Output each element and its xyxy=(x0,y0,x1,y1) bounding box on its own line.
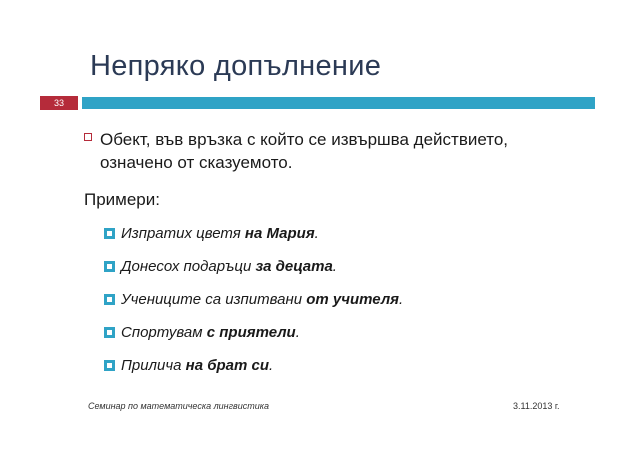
example-item xyxy=(104,357,273,374)
hollow-square-bullet-icon xyxy=(84,133,92,141)
slide-title: Непряко допълнение xyxy=(90,50,382,82)
title-underline-bar xyxy=(82,97,595,109)
example-bold: с приятели xyxy=(206,324,296,341)
example-plain: Изпратих цветя xyxy=(121,225,245,242)
example-plain: Учениците са изпитвани xyxy=(121,291,307,308)
example-item xyxy=(104,324,300,341)
square-bullet-icon xyxy=(104,261,115,272)
square-bullet-icon xyxy=(104,360,115,371)
main-bullet-text: Обект, във връзка с който се извършва действието, означено от сказуемото. xyxy=(100,130,509,172)
example-plain: Прилича xyxy=(121,357,186,374)
example-plain: Донесох подаръци xyxy=(121,258,256,275)
example-end: . xyxy=(269,357,274,374)
example-bold: за децата xyxy=(255,258,333,275)
example-bold: на брат си xyxy=(185,357,270,374)
footer-date: 3.11.2013 г. xyxy=(513,401,560,411)
square-bullet-icon xyxy=(104,327,115,338)
examples-label: Примери: xyxy=(84,190,160,209)
example-item xyxy=(104,291,403,308)
example-end: . xyxy=(295,324,300,341)
example-item xyxy=(104,258,337,275)
example-end: . xyxy=(314,225,319,242)
example-plain: Спортувам xyxy=(121,324,207,341)
example-end: . xyxy=(399,291,404,308)
example-item xyxy=(104,225,319,242)
slide-number: 33 xyxy=(40,96,78,110)
square-bullet-icon xyxy=(104,294,115,305)
example-bold: от учителя xyxy=(306,291,399,308)
example-bold: на Мария xyxy=(244,225,315,242)
footer-seminar: Семинар по математическа лингвистика xyxy=(88,401,270,411)
square-bullet-icon xyxy=(104,228,115,239)
example-end: . xyxy=(332,258,337,275)
